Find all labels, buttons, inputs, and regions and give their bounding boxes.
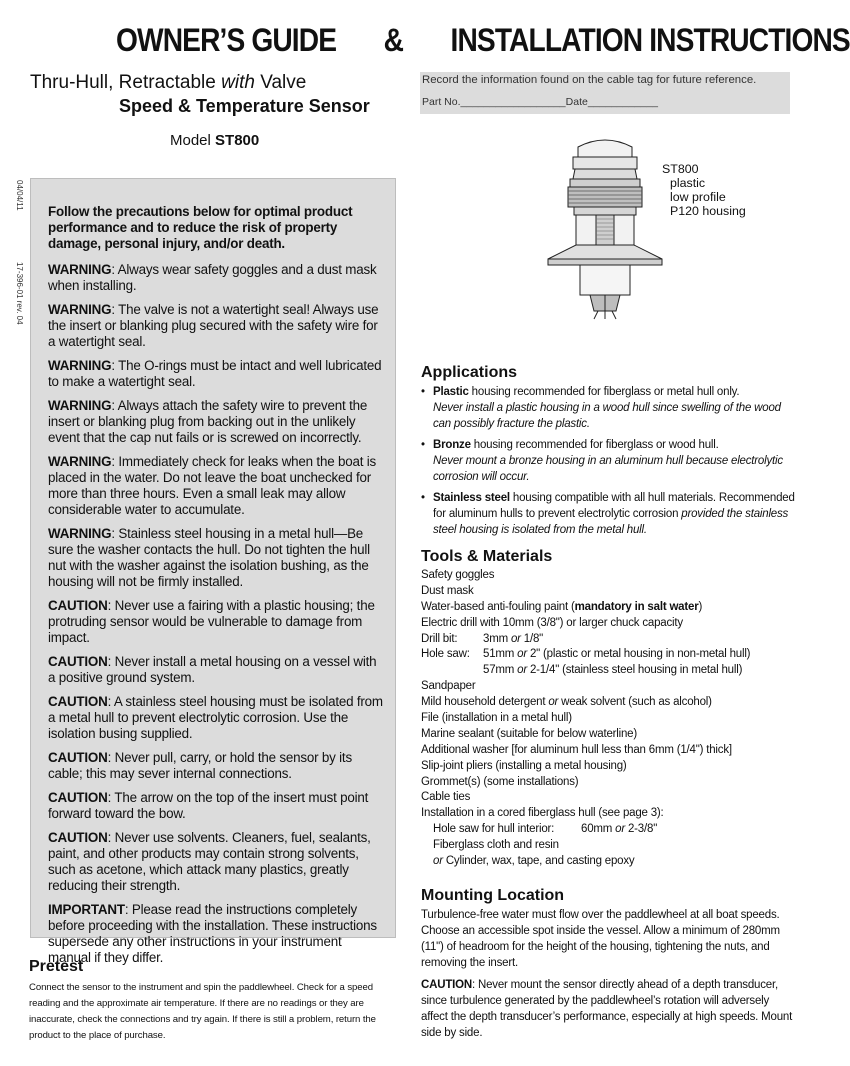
cap-nut (573, 169, 637, 179)
title-right: INSTALLATION INSTRUCTIONS (450, 22, 850, 58)
subtitle-text-a: Thru-Hull, Retractable (30, 72, 222, 93)
date-label: Date (565, 96, 588, 108)
caution-text: : Never pull, carry, or hold the sensor by its cable; this may sever internal connections. (48, 750, 352, 781)
caution-label: CAUTION (48, 830, 108, 845)
caution-label: CAUTION (48, 750, 108, 765)
item-bold: Plastic (433, 386, 469, 398)
warning-text: : Always attach the safety wire to prevent the insert or blanking plug from backing out in the unlikely event that the cap nut fails or is screwed on incorrectly. (48, 398, 368, 445)
item-text: ) (698, 600, 703, 613)
list-item (421, 695, 801, 711)
item-text: housing recommended for fiberglass or wood hull. (470, 439, 719, 451)
document-revision: 17-396-01 rev. 04 (15, 262, 24, 325)
list-item: Slip-joint pliers (installing a metal housing) (421, 759, 627, 772)
record-info-box (420, 72, 790, 114)
warning-label: WARNING (48, 398, 112, 413)
list-item: Marine sealant (suitable for below waterline) (421, 727, 637, 740)
hull-flange (548, 245, 662, 259)
caution-item (48, 790, 384, 822)
list-item: Cable ties (421, 791, 471, 804)
list-item (421, 663, 801, 679)
bullet-icon: • (421, 492, 425, 504)
sensor-figure-label (662, 162, 746, 218)
title-ampersand: & (383, 22, 404, 58)
item-italic: or (548, 696, 559, 709)
list-item (421, 384, 797, 432)
date-blank: ____________ (587, 96, 658, 108)
warning-text: : Immediately check for leaks when the boat is placed in the water. Do not leave the boat unchecked for more than three hours. Even a small leak may allow considerable water to accumulate. (48, 454, 377, 517)
record-fields (422, 96, 658, 108)
warning-text: : The O-rings must be intact and well lubricated to make a watertight seal. (48, 358, 382, 389)
item-text: housing compatible with all hull materials. Recommended for aluminum hulls to prevent electrolytic corrosion (433, 492, 795, 520)
page-title (116, 22, 850, 66)
warning-text: : Stainless steel housing in a metal hull—Be sure the washer contacts the hull. Do not tighten the hull nut with the washer against the isolation bushing, as the housing will not be firmly installed. (48, 526, 370, 589)
list-item: File (installation in a metal hull) (421, 712, 572, 725)
caution-label: CAUTION (48, 654, 108, 669)
item-text: 1/8" (520, 632, 544, 645)
pretest-body: Connect the sensor to the instrument and spin the paddlewheel. Check for a speed reading and the approximate air temperature. If there are no readings or they are inaccurate, check the connections and try again. If there is still a problem, return the product to the place of purchase. (29, 982, 376, 1041)
item-label: Hole saw for hull interior: (433, 823, 555, 836)
collar-bottom (574, 207, 636, 215)
list-item: Dust mask (421, 584, 474, 597)
warning-item (48, 262, 384, 294)
item-label: Drill bit: (421, 632, 458, 645)
caution-text: : Never install a metal housing on a vessel with a positive ground system. (48, 654, 377, 685)
subtitle-text-c: Valve (254, 72, 307, 93)
warning-label: WARNING (48, 262, 112, 277)
sensor-illustration (540, 135, 670, 320)
product-subtitle (30, 72, 306, 94)
body-thread (596, 215, 614, 245)
caution-item (48, 830, 384, 894)
item-italic: or (517, 648, 527, 661)
document-date: 04/04/11 (15, 180, 24, 211)
pretest-heading: Pretest (29, 958, 84, 975)
applications-list (421, 384, 797, 543)
warning-item (48, 526, 384, 590)
warning-text: : Always wear safety goggles and a dust mask when installing. (48, 262, 377, 293)
item-italic: provided the stainless steel housing is isolated from the metal hull. (433, 508, 789, 536)
mounting-paragraph: Turbulence-free water must flow over the paddlewheel at all boat speeds. Choose an accessible spot inside the vessel. Allow a minimum of 280mm (11") of headroom for the height of the housing, tightening the nuts, and removing the insert. (421, 909, 780, 969)
warning-item (48, 398, 384, 446)
list-item (421, 854, 801, 870)
item-text: 2-1/4" (stainless steel housing in metal hull) (526, 664, 743, 677)
caution-text: : The arrow on the top of the insert must point forward toward the bow. (48, 790, 369, 821)
lower-housing (580, 265, 630, 295)
caution-text: : Never use solvents. Cleaners, fuel, sealants, paint, and other products may contain strong solvents, such as acetone, which attack many plastics, greatly reducing their strength. (48, 830, 371, 893)
caution-label: CAUTION (48, 790, 108, 805)
flange-lip (548, 259, 662, 265)
list-item: Fiberglass cloth and resin (433, 839, 559, 852)
list-item (421, 490, 797, 538)
item-text: 3mm (483, 632, 511, 645)
model-line (170, 132, 259, 149)
warning-label: WARNING (48, 358, 112, 373)
item-text: Mild household detergent (421, 696, 549, 709)
caution-label: CAUTION (48, 694, 108, 709)
item-italic: Never install a plastic housing in a wood hull since swelling of the wood can possibly fracture the plastic. (433, 402, 781, 430)
paddle-blade-b (612, 311, 616, 319)
item-text: weak solvent (such as alcohol) (558, 696, 712, 709)
important-label: IMPORTANT (48, 902, 125, 917)
warning-label: WARNING (48, 526, 112, 541)
warning-label: WARNING (48, 302, 112, 317)
important-item (48, 902, 384, 966)
caution-label: CAUTION (48, 598, 108, 613)
important-text: : Please read the instructions completely before proceeding with the installation. These instructions supersede any other instructions in your instrument manual if they differ. (48, 902, 377, 965)
warning-label: WARNING (48, 454, 112, 469)
document-id (2, 180, 26, 350)
list-item (421, 647, 801, 663)
caution-text: : Never use a fairing with a plastic housing; the protruding sensor would be vulnerable to damage from impact. (48, 598, 375, 645)
list-item: Sandpaper (421, 680, 476, 693)
caution-item (48, 750, 384, 782)
subtitle-text-with: with (221, 72, 255, 93)
item-italic: or (615, 823, 625, 836)
figure-label-line: ST800 (662, 162, 699, 176)
model-label: Model (170, 132, 216, 149)
caution-label: CAUTION (421, 979, 472, 991)
warnings-list (48, 204, 384, 974)
item-italic: Never mount a bronze housing in an aluminum hull because electrolytic corrosion will occur. (433, 455, 783, 483)
list-item: Installation in a cored fiberglass hull (see page 3): (421, 807, 664, 820)
cap-ring (573, 157, 637, 169)
collar-thread (568, 187, 642, 207)
list-item: Safety goggles (421, 569, 495, 581)
collar-top (570, 179, 640, 187)
item-text: 60mm (581, 823, 616, 836)
list-item: Grommet(s) (some installations) (421, 775, 579, 788)
applications-heading: Applications (421, 364, 518, 381)
warning-text: : The valve is not a watertight seal! Always use the insert or blanking plug secured with the safety wire for a watertight seal. (48, 302, 379, 349)
part-number-blank: __________________ (460, 96, 566, 108)
paddle-blade-a (594, 311, 598, 319)
tools-heading: Tools & Materials (421, 548, 553, 565)
caution-item (48, 598, 384, 646)
warnings-lead: Follow the precautions below for optimal product performance and to reduce the risk of property damage, personal injury, and/or death. (48, 204, 353, 251)
caution-item (48, 694, 384, 742)
product-name: Speed & Temperature Sensor (119, 96, 370, 116)
warning-item (48, 454, 384, 518)
item-text: 2" (plastic or metal housing in non-metal hull) (526, 648, 751, 661)
record-instruction: Record the information found on the cable tag for future reference. (422, 74, 757, 86)
warning-item (48, 302, 384, 350)
list-item (421, 632, 801, 648)
item-italic: or (433, 855, 443, 868)
figure-label-line: low profile (670, 190, 726, 204)
item-bold: Stainless steel (433, 492, 510, 504)
list-item: Electric drill with 10mm (3/8") or larger chuck capacity (421, 616, 683, 629)
item-text: 2-3/8" (624, 823, 658, 836)
caution-text: : Never mount the sensor directly ahead of a depth transducer, since turbulence generated by the paddlewheel’s rotation will adversely affect the depth transducer’s performance, especially at high speeds. Mount side by side. (421, 979, 793, 1039)
item-text: 51mm (483, 648, 518, 661)
item-text: Cylinder, wax, tape, and casting epoxy (442, 855, 635, 868)
item-italic: or (517, 664, 527, 677)
mounting-heading: Mounting Location (421, 887, 565, 904)
item-bold: mandatory in salt water (574, 600, 699, 613)
list-item: Additional washer [for aluminum hull less than 6mm (1/4") thick] (421, 743, 732, 756)
title-left: OWNER’S GUIDE (116, 22, 337, 58)
item-italic: or (510, 632, 521, 645)
sensor-cap (578, 140, 632, 157)
part-number-label: Part No. (422, 96, 461, 108)
list-item (421, 822, 801, 838)
bullet-icon: • (421, 386, 425, 398)
item-text: 57mm (483, 664, 518, 677)
caution-item (48, 654, 384, 686)
list-item (421, 600, 801, 616)
model-value: ST800 (215, 132, 260, 149)
item-bold: Bronze (433, 439, 471, 451)
figure-label-line: plastic (670, 176, 706, 190)
tools-list (421, 568, 801, 870)
item-label: Hole saw: (421, 648, 470, 661)
list-item (421, 437, 797, 485)
caution-text: : A stainless steel housing must be isolated from a metal hull to prevent electrolytic corrosion. Use the isolation busing supplied. (48, 694, 383, 741)
mounting-caution (421, 977, 797, 1041)
warnings-box (30, 178, 396, 965)
item-text: Water-based anti-fouling paint ( (421, 600, 575, 613)
figure-label-line: P120 housing (670, 204, 746, 218)
item-text: housing recommended for fiberglass or metal hull only. (468, 386, 740, 398)
bullet-icon: • (421, 439, 425, 451)
mounting-body (421, 907, 797, 1047)
warning-item (48, 358, 384, 390)
